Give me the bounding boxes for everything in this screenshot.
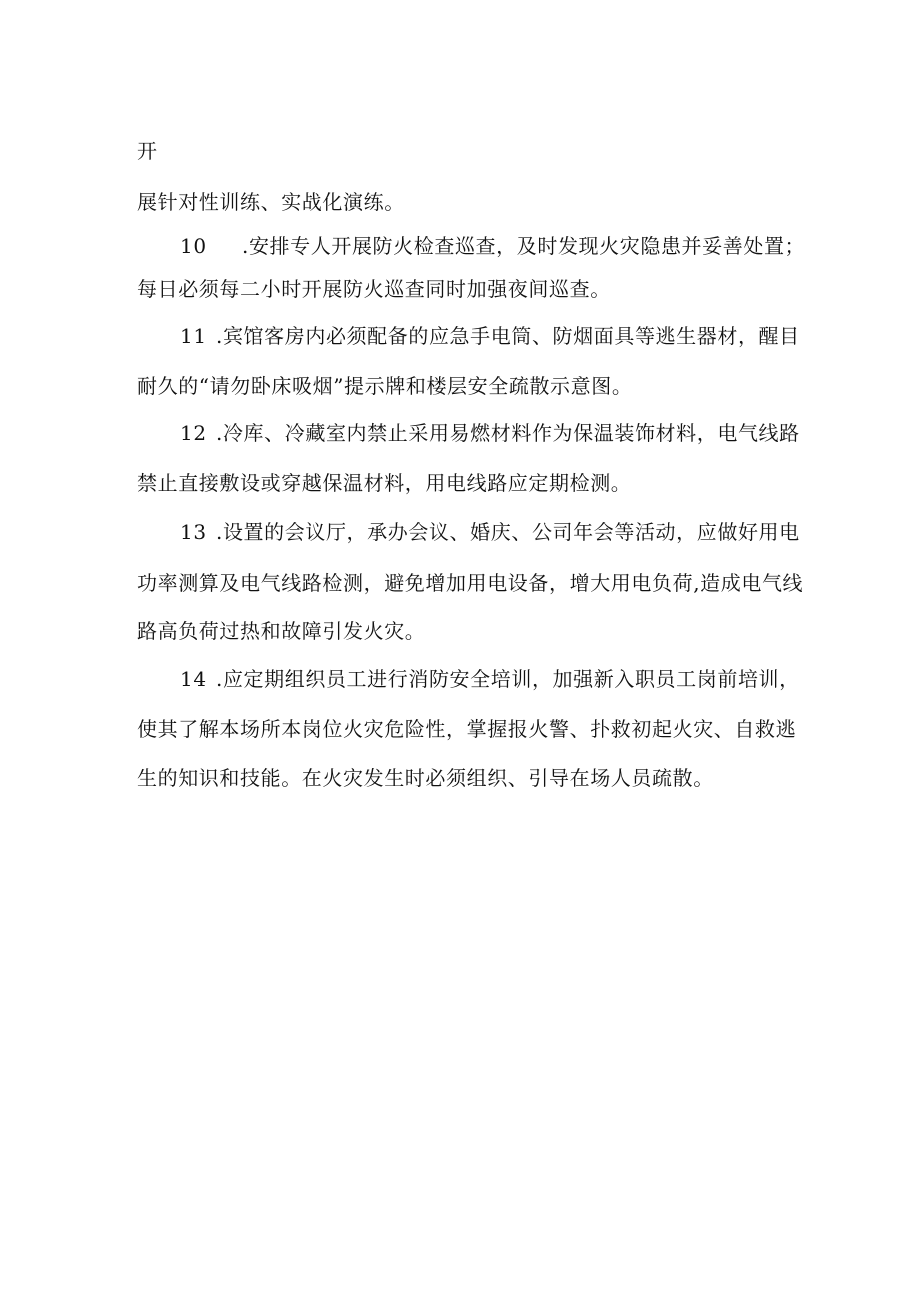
item-13-text-1: .设置的会议厅，承办会议、婚庆、公司年会等活动，应做好用电 (216, 520, 800, 544)
item-11-number: 11 (180, 324, 207, 348)
item-10-line-1 (180, 232, 806, 260)
item-10-text-1: .安排专人开展防火检查巡查，及时发现火灾隐患并妥善处置； (242, 234, 806, 258)
item-13-number: 13 (180, 520, 207, 544)
item-13-line-1 (180, 518, 800, 546)
item-12-line-1 (180, 419, 800, 447)
item-11-line-2: 耐久的“请勿卧床吸烟”提示牌和楼层安全疏散示意图。 (137, 374, 633, 398)
item-11-line-1 (180, 322, 800, 350)
item-14-text-1: .应定期组织员工进行消防安全培训，加强新入职员工岗前培训， (216, 667, 800, 691)
item-10-number: 10 (180, 234, 207, 258)
item-12-number: 12 (180, 421, 207, 445)
item-12-line-2: 禁止直接敷设或穿越保温材料，用电线路应定期检测。 (137, 471, 632, 495)
fragment-line-1: 开 (137, 139, 158, 163)
fragment-line-2: 展针对性训练、实战化演练。 (137, 190, 405, 214)
item-11-text-1: .宾馆客房内必须配备的应急手电筒、防烟面具等逃生器材，醒目 (216, 324, 800, 348)
item-14-line-3: 生的知识和技能。在火灾发生时必须组织、引导在场人员疏散。 (137, 766, 714, 790)
item-13-line-3: 路高负荷过热和故障引发火灾。 (137, 619, 426, 643)
item-10-line-2: 每日必须每二小时开展防火巡查同时加强夜间巡查。 (137, 277, 611, 301)
item-14-line-2: 使其了解本场所本岗位火灾危险性，掌握报火警、扑救初起火灾、自救逃 (137, 717, 797, 741)
item-12-text-1: .冷库、冷藏室内禁止采用易燃材料作为保温装饰材料，电气线路 (216, 421, 800, 445)
item-13-line-2: 功率测算及电气线路检测，避免增加用电设备，增大用电负荷,造成电气线 (137, 571, 804, 595)
item-14-number: 14 (180, 667, 207, 691)
item-14-line-1 (180, 665, 800, 693)
